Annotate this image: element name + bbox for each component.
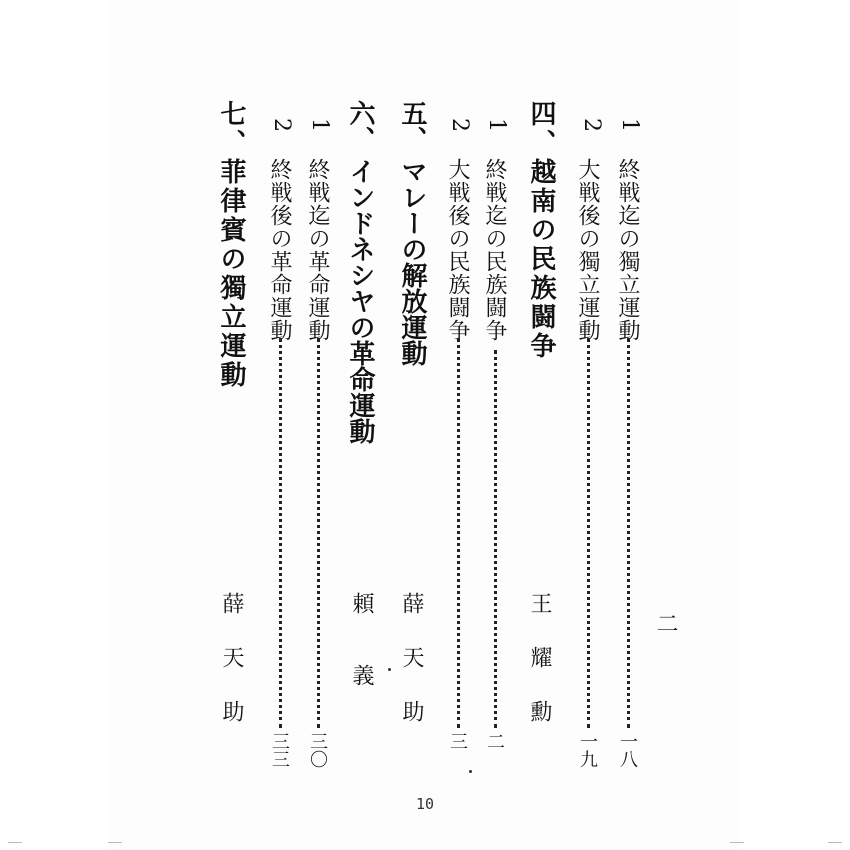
item-page: 三〇	[307, 732, 328, 768]
item-title: 終戦迄の獨立運動	[615, 158, 640, 342]
item-number: 2	[579, 118, 604, 132]
print-speck	[469, 770, 472, 773]
section-ordinal: 四、	[526, 100, 556, 158]
item-page: 一九	[577, 732, 598, 768]
section-author: 頼義	[349, 592, 374, 736]
item-number: 2	[447, 118, 472, 132]
section-ordinal: 五、	[397, 100, 427, 152]
dot-leader	[279, 338, 282, 728]
section-author: 薛天助	[399, 592, 424, 754]
item-number: 1	[617, 118, 642, 132]
section-title: 越南の民族闘争	[526, 158, 556, 361]
item-page: 三	[447, 732, 468, 750]
crop-mark	[8, 842, 22, 843]
page-number: 10	[415, 795, 435, 813]
item-page: 二	[484, 732, 505, 750]
item-title: 終戦迄の民族闘争	[482, 158, 507, 342]
dot-leader	[627, 338, 630, 728]
section-title: マレーの解放運動	[397, 158, 427, 366]
item-title: 大戦後の民族闘争	[445, 158, 470, 342]
item-title: 大戦後の獨立運動	[575, 158, 600, 342]
crop-mark	[108, 842, 122, 843]
item-page: 一八	[617, 732, 638, 768]
print-speck	[388, 668, 391, 671]
section-ordinal: 六、	[345, 100, 375, 152]
section-title: インドネシヤの革命運動	[345, 158, 375, 444]
item-number: 1	[307, 118, 332, 132]
section-title: 菲律賓の獨立運動	[216, 158, 246, 390]
dot-leader	[457, 338, 460, 728]
item-title: 終戦後の革命運動	[267, 158, 292, 342]
section-ordinal: 七、	[216, 100, 246, 158]
dot-leader	[317, 338, 320, 728]
item-number: 1	[484, 118, 509, 132]
folio: 二	[653, 612, 678, 634]
section-author: 王耀勳	[527, 592, 552, 754]
crop-mark	[730, 842, 744, 843]
dot-leader	[494, 350, 497, 728]
dot-leader	[587, 338, 590, 728]
item-page: 三三	[269, 732, 290, 768]
section-author: 薛天助	[219, 592, 244, 754]
crop-mark	[828, 842, 842, 843]
item-title: 終戦迄の革命運動	[305, 158, 330, 342]
item-number: 2	[269, 118, 294, 132]
